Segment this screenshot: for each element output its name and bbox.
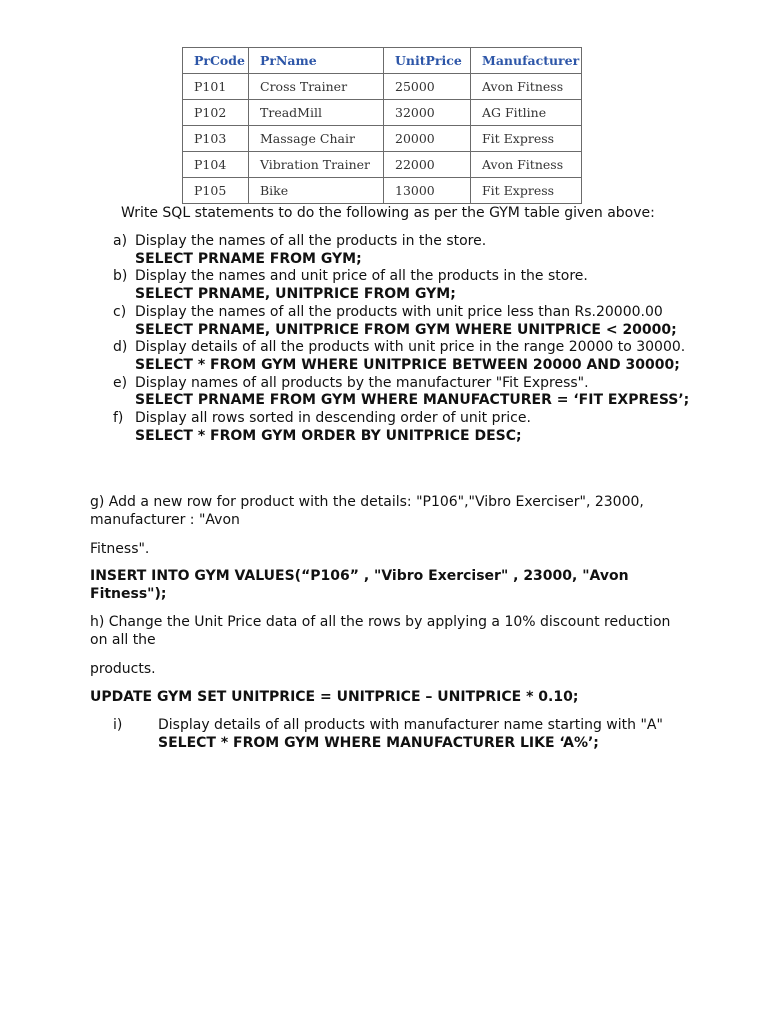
item-letter: i) — [113, 717, 123, 733]
table-cell: P103 — [183, 126, 249, 152]
item-body — [135, 304, 693, 339]
table-cell: TreadMill — [249, 100, 384, 126]
sql-answer-g: INSERT INTO GYM VALUES(“P106” , "Vibro Exerciser" , 23000, "Avon Fitness"); — [90, 568, 629, 602]
table-row — [183, 152, 582, 178]
sql-answer: SELECT * FROM GYM WHERE UNITPRICE BETWEEN 20000 AND 30000; — [135, 356, 680, 373]
question-g-text: g) Add a new row for product with the details: "P106","Vibro Exerciser", 23000, manufacturer : "Avon — [90, 494, 644, 528]
question-text: Display the names of all the products with unit price less than Rs.20000.00 — [135, 303, 663, 320]
sql-answer-h: UPDATE GYM SET UNITPRICE = UNITPRICE – UNITPRICE * 0.10; — [90, 689, 579, 705]
column-header: PrName — [249, 48, 384, 74]
item-body — [135, 339, 693, 374]
table-cell: Fit Express — [471, 126, 582, 152]
question-g-text-continued: Fitness". — [90, 541, 150, 557]
item-body — [135, 268, 693, 303]
table-cell: 22000 — [384, 152, 471, 178]
table-cell: Cross Trainer — [249, 74, 384, 100]
column-header: PrCode — [183, 48, 249, 74]
table-cell: P104 — [183, 152, 249, 178]
item-body — [135, 375, 693, 410]
table-cell: Avon Fitness — [471, 152, 582, 178]
table-row — [183, 74, 582, 100]
list-item-i — [113, 716, 663, 752]
list-item — [113, 268, 693, 303]
table-row — [183, 126, 582, 152]
sql-answer: SELECT * FROM GYM ORDER BY UNITPRICE DESC; — [135, 427, 522, 444]
item-body — [135, 233, 693, 268]
instructions-text: Write SQL statements to do the following as per the GYM table given above: — [121, 205, 655, 221]
item-letter: d) — [113, 339, 128, 356]
question-h-text: h) Change the Unit Price data of all the rows by applying a 10% discount reduction on all the — [90, 614, 671, 648]
list-item — [113, 233, 693, 268]
question-text: Display all rows sorted in descending order of unit price. — [135, 410, 531, 427]
column-header: UnitPrice — [384, 48, 471, 74]
table-cell: 25000 — [384, 74, 471, 100]
table-cell: Vibration Trainer — [249, 152, 384, 178]
question-h-text-continued: products. — [90, 661, 156, 677]
sql-answer: SELECT PRNAME, UNITPRICE FROM GYM; — [135, 286, 456, 303]
table-cell: 20000 — [384, 126, 471, 152]
question-text: Display the names and unit price of all the products in the store. — [135, 268, 588, 285]
table-cell: 32000 — [384, 100, 471, 126]
question-list — [113, 233, 693, 445]
question-text: Display names of all products by the manufacturer "Fit Express". — [135, 374, 589, 391]
table-row — [183, 178, 582, 204]
table-cell: Avon Fitness — [471, 74, 582, 100]
column-header: Manufacturer — [471, 48, 582, 74]
item-letter: e) — [113, 374, 128, 391]
question-text: Display the names of all the products in the store. — [135, 233, 487, 249]
table-cell: AG Fitline — [471, 100, 582, 126]
table-cell: Bike — [249, 178, 384, 204]
list-item — [113, 304, 693, 339]
sql-answer: SELECT PRNAME FROM GYM WHERE MANUFACTURER = ‘FIT EXPRESS’; — [135, 392, 690, 409]
question-text: Display details of all the products with unit price in the range 20000 to 30000. — [135, 339, 686, 356]
sql-answer: SELECT PRNAME, UNITPRICE FROM GYM WHERE UNITPRICE < 20000; — [135, 321, 677, 338]
table-cell: Fit Express — [471, 178, 582, 204]
question-text: Display details of all products with manufacturer name starting with "A" — [158, 717, 663, 733]
table-cell: P102 — [183, 100, 249, 126]
gym-table — [182, 47, 582, 204]
list-item — [113, 410, 693, 445]
table-cell: 13000 — [384, 178, 471, 204]
table-cell: Massage Chair — [249, 126, 384, 152]
item-letter: b) — [113, 268, 128, 285]
item-letter: a) — [113, 233, 128, 249]
sql-answer: SELECT * FROM GYM WHERE MANUFACTURER LIKE ‘A%’; — [158, 735, 599, 751]
table-row — [183, 100, 582, 126]
item-body — [135, 410, 693, 445]
item-letter: c) — [113, 303, 127, 320]
item-letter: f) — [113, 410, 124, 427]
sql-answer: SELECT PRNAME FROM GYM; — [135, 250, 362, 267]
table-header-row — [183, 48, 582, 74]
table-cell: P105 — [183, 178, 249, 204]
list-item — [113, 339, 693, 374]
table-cell: P101 — [183, 74, 249, 100]
list-item — [113, 375, 693, 410]
item-body — [158, 716, 663, 752]
